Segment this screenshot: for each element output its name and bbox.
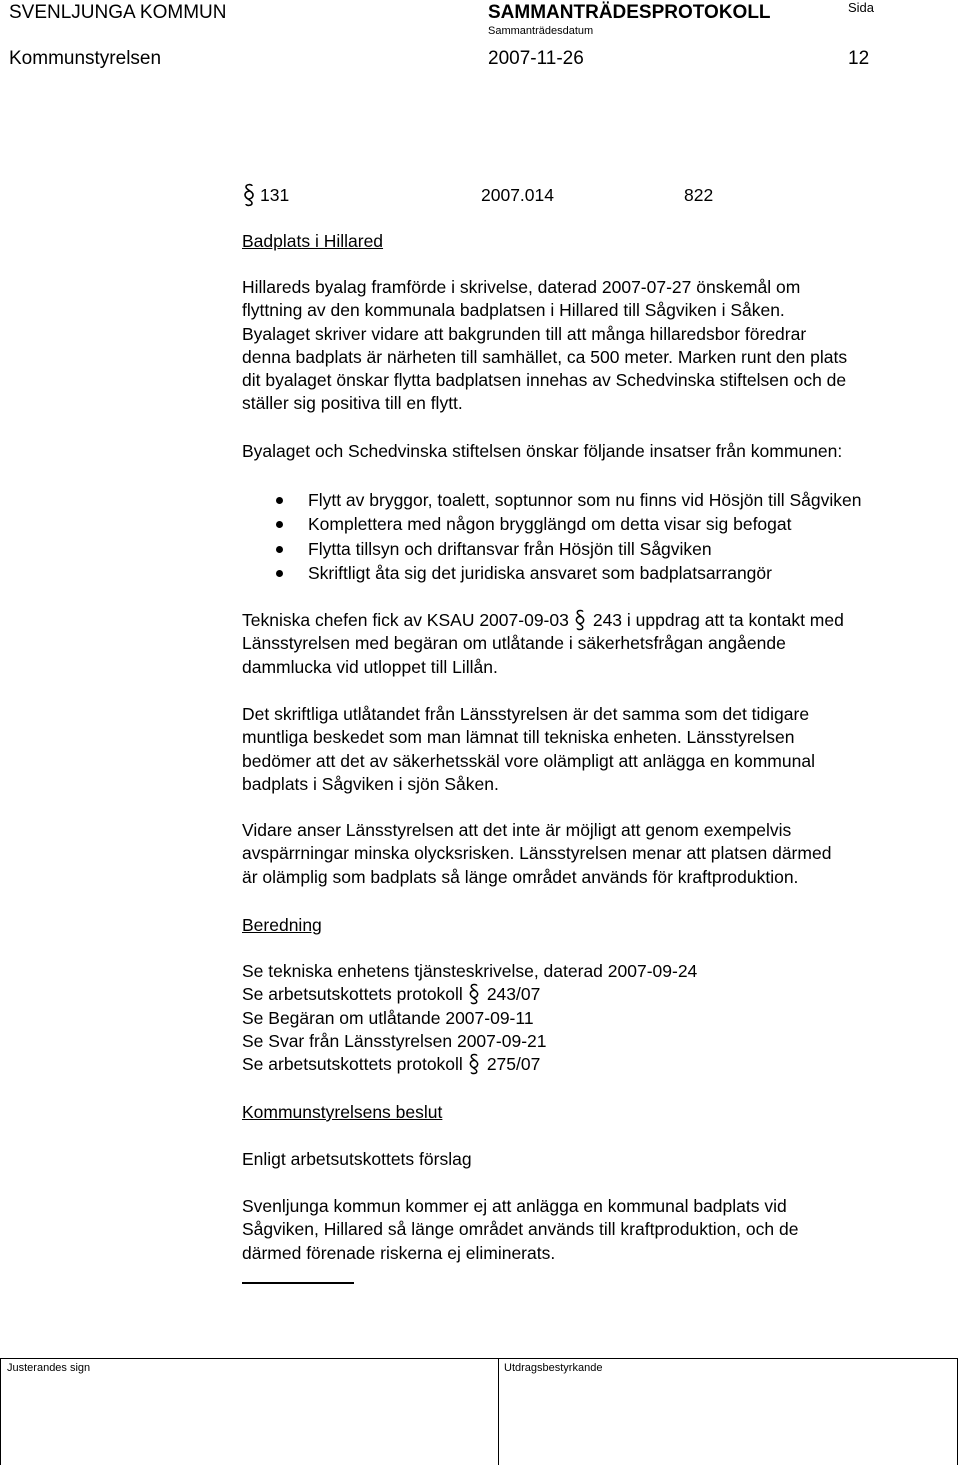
footer-right-line <box>957 1358 958 1465</box>
reference-number: 243/07 <box>486 984 541 1005</box>
text-line: Byalaget och Schedvinska stiftelsen önskar följande insatser från kommunen: <box>242 441 843 461</box>
signature-label: Justerandes sign <box>7 1362 91 1374</box>
section-sign-icon <box>467 983 481 1005</box>
reference-line <box>242 983 942 1006</box>
bullet-icon <box>276 521 283 528</box>
text-line: Byalaget skriver vidare att bakgrunden till att många hillaredsbor föredrar <box>242 323 807 344</box>
list-item-text: Komplettera med någon brygglängd om detta visar sig befogat <box>308 514 792 535</box>
reference-line: Se Svar från Länsstyrelsen 2007-09-21 <box>242 1030 547 1051</box>
bullet-icon <box>276 546 283 553</box>
footer-top-line <box>0 1358 958 1359</box>
statement-paragraph <box>242 703 942 796</box>
text-line: Vidare anser Länsstyrelsen att det inte är möjligt att genom exempelvis <box>242 820 792 840</box>
list-item <box>276 537 861 561</box>
text-line: avspärrningar minska olycksrisken. Länsstyrelsen menar att platsen därmed <box>242 843 832 864</box>
text-line: ställer sig positiva till en flytt. <box>242 393 463 414</box>
list-item <box>276 488 861 512</box>
text-line: Det skriftliga utlåtandet från Länsstyrelsen är det samma som det tidigare <box>242 704 810 724</box>
intro-paragraph <box>242 276 942 416</box>
text-line: dammlucka vid utloppet till Lillån. <box>242 656 498 677</box>
list-item-text: Flytta tillsyn och driftansvar från Hösjön till Sågviken <box>308 538 712 559</box>
further-paragraph <box>242 819 942 889</box>
bullet-icon <box>276 497 283 504</box>
text-line: Sågviken, Hillared så länge området används till kraftproduktion, och de <box>242 1219 799 1240</box>
text-line: Hillareds byalag framförde i skrivelse, daterad 2007-07-27 önskemål om <box>242 277 801 297</box>
text-line: denna badplats är närheten till samhället, ca 500 meter. Marken runt den plats <box>242 346 848 367</box>
page-label: Sida <box>848 0 875 15</box>
text-line: Svenljunga kommun kommer ej att anlägga en kommunal badplats vid <box>242 1196 787 1216</box>
decision-heading: Kommunstyrelsens beslut <box>242 1102 443 1122</box>
reference-line: Se Begäran om utlåtande 2007-09-11 <box>242 1007 534 1028</box>
list-item-text: Flytt av bryggor, toalett, soptunnor som nu finns vid Hösjön till Sågviken <box>308 490 862 510</box>
case-title: Badplats i Hillared <box>242 231 384 251</box>
decision-proposal: Enligt arbetsutskottets förslag <box>242 1149 472 1169</box>
section-sign-icon <box>467 1053 481 1075</box>
document-type: SAMMANTRÄDESPROTOKOLL <box>488 2 771 23</box>
page-number: 12 <box>848 48 870 69</box>
ksau-text-after: 243 i uppdrag att ta kontakt med <box>592 610 844 630</box>
text-line: bedömer att det av säkerhetsskäl vore olämpligt att anlägga en kommunal <box>242 750 815 771</box>
text-line: badplats i Sågviken i sjön Såken. <box>242 773 499 794</box>
org-name: SVENLJUNGA KOMMUN <box>9 2 227 23</box>
end-rule <box>242 1282 354 1284</box>
reference-number: 822 <box>684 185 714 205</box>
text-line: därmed förenade riskerna ej eliminerats. <box>242 1242 556 1263</box>
reference-text: Se arbetsutskottets protokoll <box>242 1054 463 1075</box>
extract-certification-label: Utdragsbestyrkande <box>504 1362 603 1374</box>
list-item <box>276 512 861 536</box>
meeting-date-label: Sammanträdesdatum <box>488 25 594 37</box>
preparation-references <box>242 960 942 1076</box>
text-line: dit byalaget önskar flytta badplatsen innehas av Schedvinska stiftelsen och de <box>242 370 847 391</box>
text-line: muntliga beskedet som man lämnat till tekniska enheten. Länsstyrelsen <box>242 727 795 748</box>
text-line <box>242 609 942 632</box>
committee-name: Kommunstyrelsen <box>9 48 162 69</box>
text-line: flyttning av den kommunala badplatsen i Hillared till Sågviken i Såken. <box>242 300 785 321</box>
text-line: är olämplig som badplats så länge området används för kraftproduktion. <box>242 866 799 887</box>
list-item <box>276 561 861 585</box>
footer-left-line <box>0 1358 1 1465</box>
meeting-date: 2007-11-26 <box>488 48 584 69</box>
reference-text: Se arbetsutskottets protokoll <box>242 984 463 1005</box>
reference-number: 275/07 <box>486 1054 541 1075</box>
text-line: Länsstyrelsen med begäran om utlåtande i säkerhetsfrågan angående <box>242 633 786 654</box>
list-item-text: Skriftligt åta sig det juridiska ansvaret som badplatsarrangör <box>308 562 772 583</box>
section-sign-icon <box>573 609 587 631</box>
footer-divider <box>498 1358 499 1465</box>
reference-line <box>242 1053 942 1076</box>
wishes-intro <box>242 440 942 463</box>
decision-paragraph <box>242 1195 942 1265</box>
preparation-heading: Beredning <box>242 915 322 935</box>
ksau-text-before: Tekniska chefen fick av KSAU 2007-09-03 <box>242 610 569 630</box>
case-number: 131 <box>260 185 290 205</box>
wishes-list <box>276 488 861 585</box>
ksau-paragraph <box>242 609 942 679</box>
reference-line: Se tekniska enhetens tjänsteskrivelse, daterad 2007-09-24 <box>242 961 698 981</box>
diary-number: 2007.014 <box>481 185 554 205</box>
bullet-icon <box>276 570 283 577</box>
